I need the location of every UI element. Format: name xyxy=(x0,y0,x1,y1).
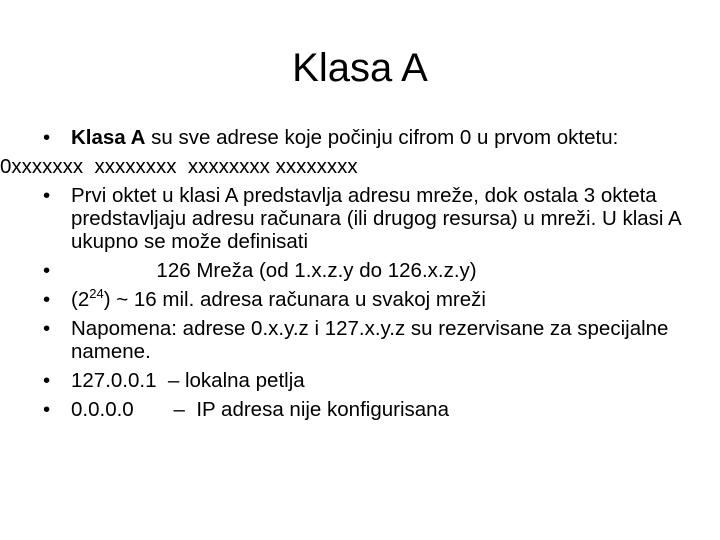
host-count-after: ) ~ 16 mil. adresa računara u svakoj mreži xyxy=(103,288,486,311)
binary-pattern-line xyxy=(0,155,712,178)
reserved-note-text: Napomena: adrese 0.x.y.z i 127.x.y.z su rezervisane za specijalne namene. xyxy=(71,317,669,363)
bullet-marker: • xyxy=(43,369,51,392)
list-item-reserved-note xyxy=(0,317,712,363)
bullet-marker: • xyxy=(43,317,51,340)
bullet-marker: • xyxy=(43,184,51,207)
bullet-marker: • xyxy=(43,259,51,282)
class-a-definition-text: su sve adrese koje počinju cifrom 0 u prvom oktetu: xyxy=(145,126,619,149)
host-count-before: (2 xyxy=(71,288,90,311)
list-item-class-a-definition xyxy=(0,126,712,149)
bullet-marker: • xyxy=(43,398,51,421)
list-item-host-count xyxy=(0,288,712,311)
list-item-loopback xyxy=(0,369,712,392)
bullet-marker: • xyxy=(43,288,51,311)
list-item-first-octet xyxy=(0,184,712,253)
list-item-unconfigured xyxy=(0,398,712,421)
list-item-network-count xyxy=(0,259,712,282)
first-octet-text: Prvi oktet u klasi A predstavlja adresu mreže, dok ostala 3 okteta predstavljaju adresu računara (ili drugog resursa) u mreži. U klasi A ukupno se može definisati xyxy=(71,184,681,253)
network-count-text: 126 Mreža (od 1.x.z.y do 126.x.z.y) xyxy=(71,259,477,282)
exponent-superscript: 24 xyxy=(89,286,104,301)
slide-body xyxy=(0,126,712,427)
unconfigured-text: 0.0.0.0 – IP adresa nije konfigurisana xyxy=(71,398,449,421)
term-klasa-a: Klasa A xyxy=(71,126,146,149)
bullet-marker: • xyxy=(43,126,51,149)
slide-title: Klasa A xyxy=(292,46,428,90)
loopback-text: 127.0.0.1 – lokalna petlja xyxy=(71,369,305,392)
binary-pattern-text: 0xxxxxxx xxxxxxxx xxxxxxxx xxxxxxxx xyxy=(0,155,358,178)
